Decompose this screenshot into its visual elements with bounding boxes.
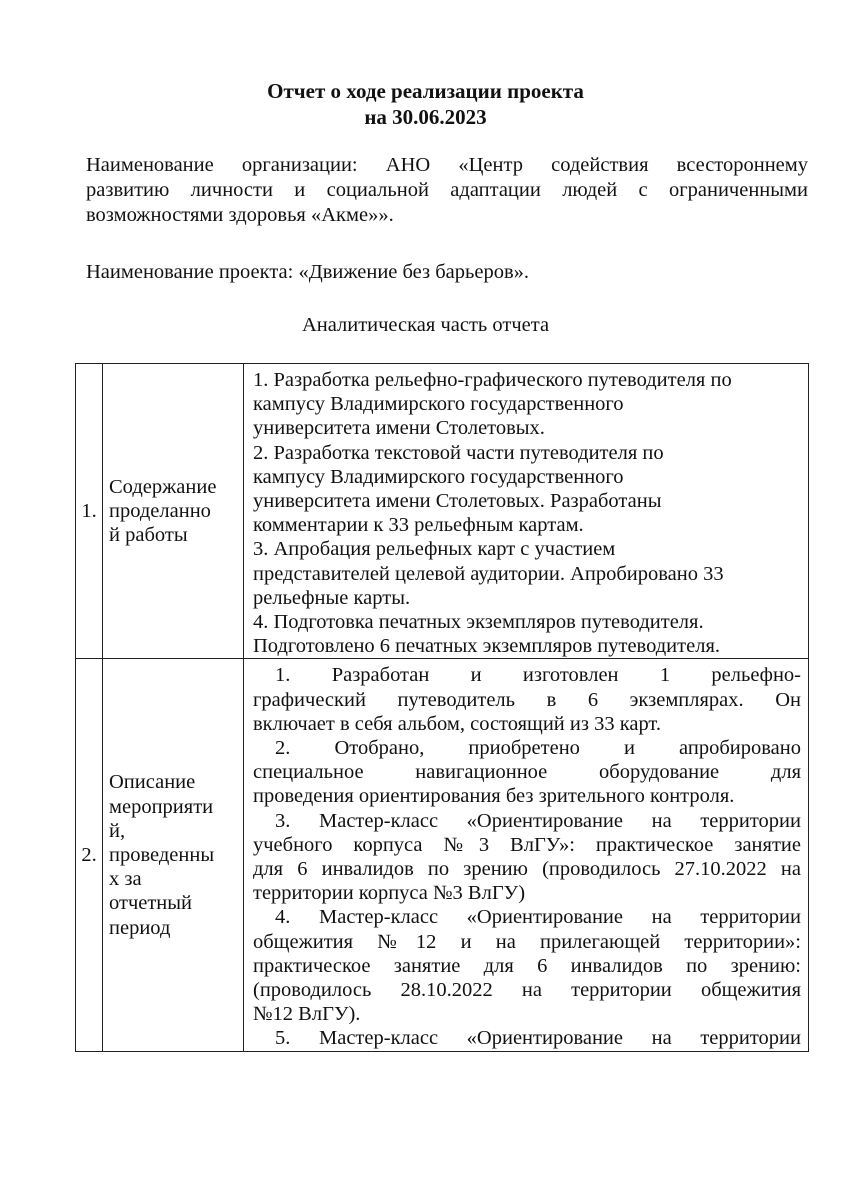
org-line: Наименование организации: АНО «Центр содействия всестороннему (86, 154, 808, 176)
org-line: возможностями здоровья «Акме»». (86, 204, 394, 226)
heading-line: х за (109, 868, 142, 891)
content-line: 5. Мастер-класс «Ориентирование на территории (275, 1027, 801, 1050)
content-line: графический путеводитель в 6 экземплярах. Он (253, 688, 801, 711)
content-line: кампусу Владимирского государственного (253, 393, 624, 416)
heading-line: й работы (109, 524, 188, 547)
heading-line: Содержание (109, 475, 217, 498)
row-content (244, 364, 809, 659)
content-line: для 6 инвалидов по зрению (проводилось 27.10.2022 на (253, 858, 801, 881)
content-line: общежития №12 и на прилегающей территории»: (253, 930, 801, 953)
heading-line: й, (109, 819, 126, 842)
table-row (76, 364, 809, 659)
content-line: комментарии к 33 рельефным картам. (253, 514, 584, 537)
org-line: развитию личности и социальной адаптации людей с ограниченными (86, 179, 808, 201)
heading-line: проделанно (109, 500, 211, 523)
table-row (76, 659, 809, 1051)
content-line: 2. Отобрано, приобретено и апробировано (275, 737, 801, 760)
row-number: 2. (76, 659, 103, 1051)
content-line: 1. Разработка рельефно-графического путеводителя по (253, 369, 732, 391)
content-line: практическое занятие для 6 инвалидов по зрению: (253, 954, 801, 977)
row-heading (103, 659, 244, 1051)
report-date-line: на 30.06.2023 (364, 105, 487, 129)
row-heading (103, 364, 244, 659)
content-line: включает в себя альбом, состоящий из 33 карт. (253, 712, 661, 735)
content-line: №12 ВлГУ). (253, 1003, 361, 1026)
content-line: рельефные карты. (253, 586, 411, 609)
content-line: представителей целевой аудитории. Апробировано 33 (253, 562, 724, 585)
section-subtitle: Аналитическая часть отчета (301, 314, 550, 336)
heading-line: проведенны (109, 843, 215, 866)
organization-name (86, 153, 808, 228)
row-content (244, 659, 809, 1051)
heading-line: Описание (109, 771, 196, 794)
heading-line: мероприяти (109, 795, 214, 818)
content-line: (проводилось 28.10.2022 на территории общежития (253, 979, 801, 1002)
content-line: 3. Мастер-класс «Ориентирование на территории (275, 809, 801, 832)
project-name: Наименование проекта: «Движение без барьеров». (86, 261, 530, 283)
content-line: 3. Апробация рельефных карт с участием (253, 538, 616, 561)
content-line: 1. Разработан и изготовлен 1 рельефно- (275, 664, 801, 687)
heading-line: отчетный (109, 892, 193, 915)
content-line: проведения ориентирования без зрительного контроля. (253, 785, 735, 808)
content-line: Подготовлено 6 печатных экземпляров путеводителя. (253, 635, 720, 658)
content-line: кампусу Владимирского государственного (253, 465, 624, 488)
content-line: университета имени Столетовых. (253, 417, 545, 440)
content-line: территории корпуса №3 ВлГУ) (253, 882, 526, 905)
content-line: 4. Мастер-класс «Ориентирование на территории (275, 906, 801, 929)
content-line: университета имени Столетовых. Разработаны (253, 490, 662, 513)
content-line: 2. Разработка текстовой части путеводителя по (253, 441, 664, 464)
content-line: специальное навигационное оборудование для (253, 761, 801, 784)
report-title-line: Отчет о ходе реализации проекта (267, 79, 584, 103)
content-line: 4. Подготовка печатных экземпляров путеводителя. (253, 611, 704, 634)
row-number: 1. (76, 364, 103, 659)
report-table (75, 363, 809, 1052)
report-title (0, 78, 851, 130)
content-line: учебного корпуса №3 ВлГУ»: практическое занятие (253, 833, 801, 856)
heading-line: период (109, 916, 171, 939)
